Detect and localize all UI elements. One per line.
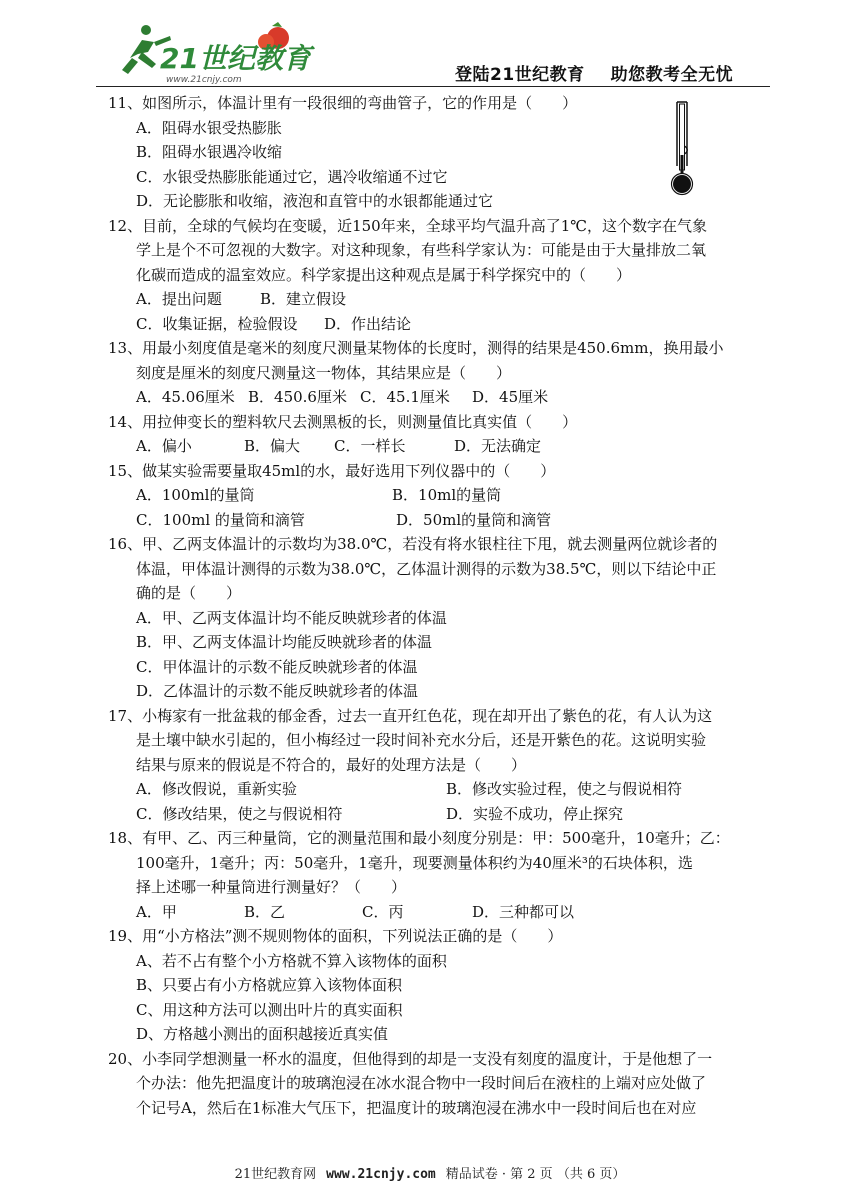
option-c: C．水银受热膨胀能通过它，遇冷收缩通不过它 — [136, 167, 448, 186]
option-c: C．甲体温计的示数不能反映就珍者的体温 — [136, 657, 418, 676]
question-text: 14、用拉伸变长的塑料软尺去测黑板的长，则测量值比真实值（ ） — [108, 412, 578, 431]
question-text: 20、小李同学想测量一杯水的温度，但他得到的却是一支没有刻度的温度计，于是他想了一 — [108, 1049, 713, 1068]
option-row — [108, 900, 768, 925]
question-20 — [108, 1047, 768, 1121]
option-a: A．甲、乙两支体温计均不能反映就珍者的体温 — [136, 608, 447, 627]
option-b: B、只要占有小方格就应算入该物体面积 — [136, 976, 403, 994]
question-18 — [108, 826, 768, 924]
page-header — [0, 0, 860, 88]
footer-page-info: 精品试卷 · 第 2 页 （共 6 页） — [445, 1167, 626, 1182]
question-text-cont: 确的是（ ） — [136, 584, 242, 602]
option-d: D、方格越小测出的面积越接近真实值 — [136, 1025, 389, 1043]
option-row — [108, 287, 768, 312]
option-row — [108, 508, 768, 533]
option-d: D．无论膨胀和收缩，液泡和直管中的水银都能通过它 — [136, 192, 494, 210]
header-rule — [96, 86, 770, 87]
option-b: B．建立假设 — [260, 290, 347, 308]
question-text: 13、用最小刻度值是毫米的刻度尺测量某物体的长度时，测得的结果是450.6mm，换用最小 — [108, 339, 724, 357]
question-text: 19、用“小方格法”测不规则物体的面积，下列说法正确的是（ ） — [108, 927, 563, 945]
question-text: 12、目前，全球的气候均在变暖，近150年来，全球平均气温升高了1℃，这个数字在气象 — [108, 216, 708, 235]
option-row — [108, 385, 768, 410]
footer-site-name: 21世纪教育网 — [234, 1167, 317, 1182]
option-a: A．修改假说，重新实验 — [136, 780, 297, 798]
option-a: A．提出问题 — [136, 290, 222, 308]
option-b: B．450.6厘米 — [248, 388, 347, 406]
question-text: 11、如图所示，体温计里有一段很细的弯曲管子，它的作用是（ ） — [108, 94, 578, 112]
question-15 — [108, 459, 768, 533]
option-d: D．三种都可以 — [472, 902, 575, 921]
option-d: D．实验不成功，停止探究 — [446, 804, 624, 823]
question-17 — [108, 704, 768, 827]
logo-url: www.21cnjy.com — [166, 75, 242, 85]
option-row — [108, 312, 768, 337]
question-list — [108, 91, 768, 1120]
question-text-cont: 化碳而造成的温室效应。科学家提出这种观点是属于科学探究中的（ ） — [136, 265, 632, 284]
option-b: B．10ml的量筒 — [392, 486, 502, 504]
question-text: 18、有甲、乙、丙三种量筒，它的测量范围和最小刻度分别是：甲：500毫升，10毫升；乙： — [108, 829, 730, 847]
question-text-cont: 学上是个不可忽视的大数字。对这种现象，有些科学家认为：可能是由于大量排放二氧 — [136, 241, 707, 259]
question-text-cont: 个办法：他先把温度计的玻璃泡浸在冰水混合物中一段时间后在液柱的上端对应处做了 — [136, 1074, 707, 1092]
option-a: A．100ml的量筒 — [136, 486, 255, 504]
option-row — [108, 434, 768, 459]
question-text-cont: 是土壤中缺水引起的，但小梅经过一段时间补充水分后，还是开紫色的花。这说明实验 — [136, 731, 707, 749]
option-c: C．修改结果，使之与假说相符 — [136, 804, 343, 823]
option-d: D．作出结论 — [324, 314, 412, 333]
question-19 — [108, 924, 768, 1047]
question-12 — [108, 214, 768, 337]
option-a: A．甲 — [136, 902, 177, 921]
question-text: 15、做某实验需要量取45ml的水，最好选用下列仪器中的（ ） — [108, 461, 556, 480]
option-row — [108, 777, 768, 802]
slogan-left: 登陆21世纪教育 — [455, 65, 585, 85]
option-c: C．一样长 — [334, 437, 406, 455]
question-13 — [108, 336, 768, 410]
page-footer — [0, 1163, 860, 1182]
question-text-cont: 刻度是厘米的刻度尺测量这一物体，其结果应是（ ） — [136, 363, 512, 382]
footer-url-link[interactable]: www.21cnjy.com — [326, 1167, 436, 1182]
option-a: A、若不占有整个小方格就不算入该物体的面积 — [136, 951, 447, 970]
question-11 — [108, 91, 768, 214]
question-text-cont: 100毫升，1毫升；丙：50毫升，1毫升，现要测量体积约为40厘米³的石块体积，选 — [136, 853, 693, 872]
option-d: D．50ml的量筒和滴管 — [396, 510, 552, 529]
option-a: A．偏小 — [136, 437, 192, 455]
option-c: C．收集证据，检验假设 — [136, 314, 298, 333]
logo-text: 21世纪教育 — [160, 42, 311, 75]
option-c: C．45.1厘米 — [360, 388, 450, 406]
question-text-cont: 结果与原来的假说是不符合的，最好的处理方法是（ ） — [136, 755, 527, 774]
option-b: B．偏大 — [244, 437, 301, 455]
question-text-cont: 体温，甲体温计测得的示数为38.0℃，乙体温计测得的示数为38.5℃，则以下结论中正 — [136, 559, 717, 578]
option-a: A．45.06厘米 — [136, 388, 235, 406]
option-b: B．阻碍水银遇冷收缩 — [136, 143, 283, 161]
header-slogan — [455, 60, 759, 85]
option-b: B．乙 — [244, 902, 286, 921]
question-text: 16、甲、乙两支体温计的示数均为38.0℃，若没有将水银柱往下甩，就去测量两位就诊者的 — [108, 535, 718, 553]
option-b: B．甲、乙两支体温计均能反映就珍者的体温 — [136, 633, 433, 651]
site-logo[interactable] — [108, 18, 318, 88]
question-text-cont: 个记号A，然后在1标准大气压下，把温度计的玻璃泡浸在沸水中一段时间后也在对应 — [136, 1098, 697, 1117]
slogan-right: 助您教考全无忧 — [610, 65, 734, 85]
question-text: 17、小梅家有一批盆栽的郁金香，过去一直开红色花，现在却开出了紫色的花，有人认为这 — [108, 706, 713, 725]
option-c: C、用这种方法可以测出叶片的真实面积 — [136, 1000, 403, 1019]
option-row — [108, 483, 768, 508]
question-14 — [108, 410, 768, 459]
option-a: A．阻碍水银受热膨胀 — [136, 118, 282, 137]
option-d: D．乙体温计的示数不能反映就珍者的体温 — [136, 682, 419, 700]
option-c: C．100ml 的量筒和滴管 — [136, 510, 305, 529]
option-row — [108, 802, 768, 827]
question-16 — [108, 532, 768, 704]
question-text-cont: 择上述哪一种量筒进行测量好？（ ） — [136, 878, 407, 896]
option-b: B．修改实验过程，使之与假说相符 — [446, 780, 683, 798]
option-c: C．丙 — [362, 902, 404, 921]
option-d: D．无法确定 — [454, 437, 542, 455]
option-d: D．45厘米 — [472, 388, 549, 406]
